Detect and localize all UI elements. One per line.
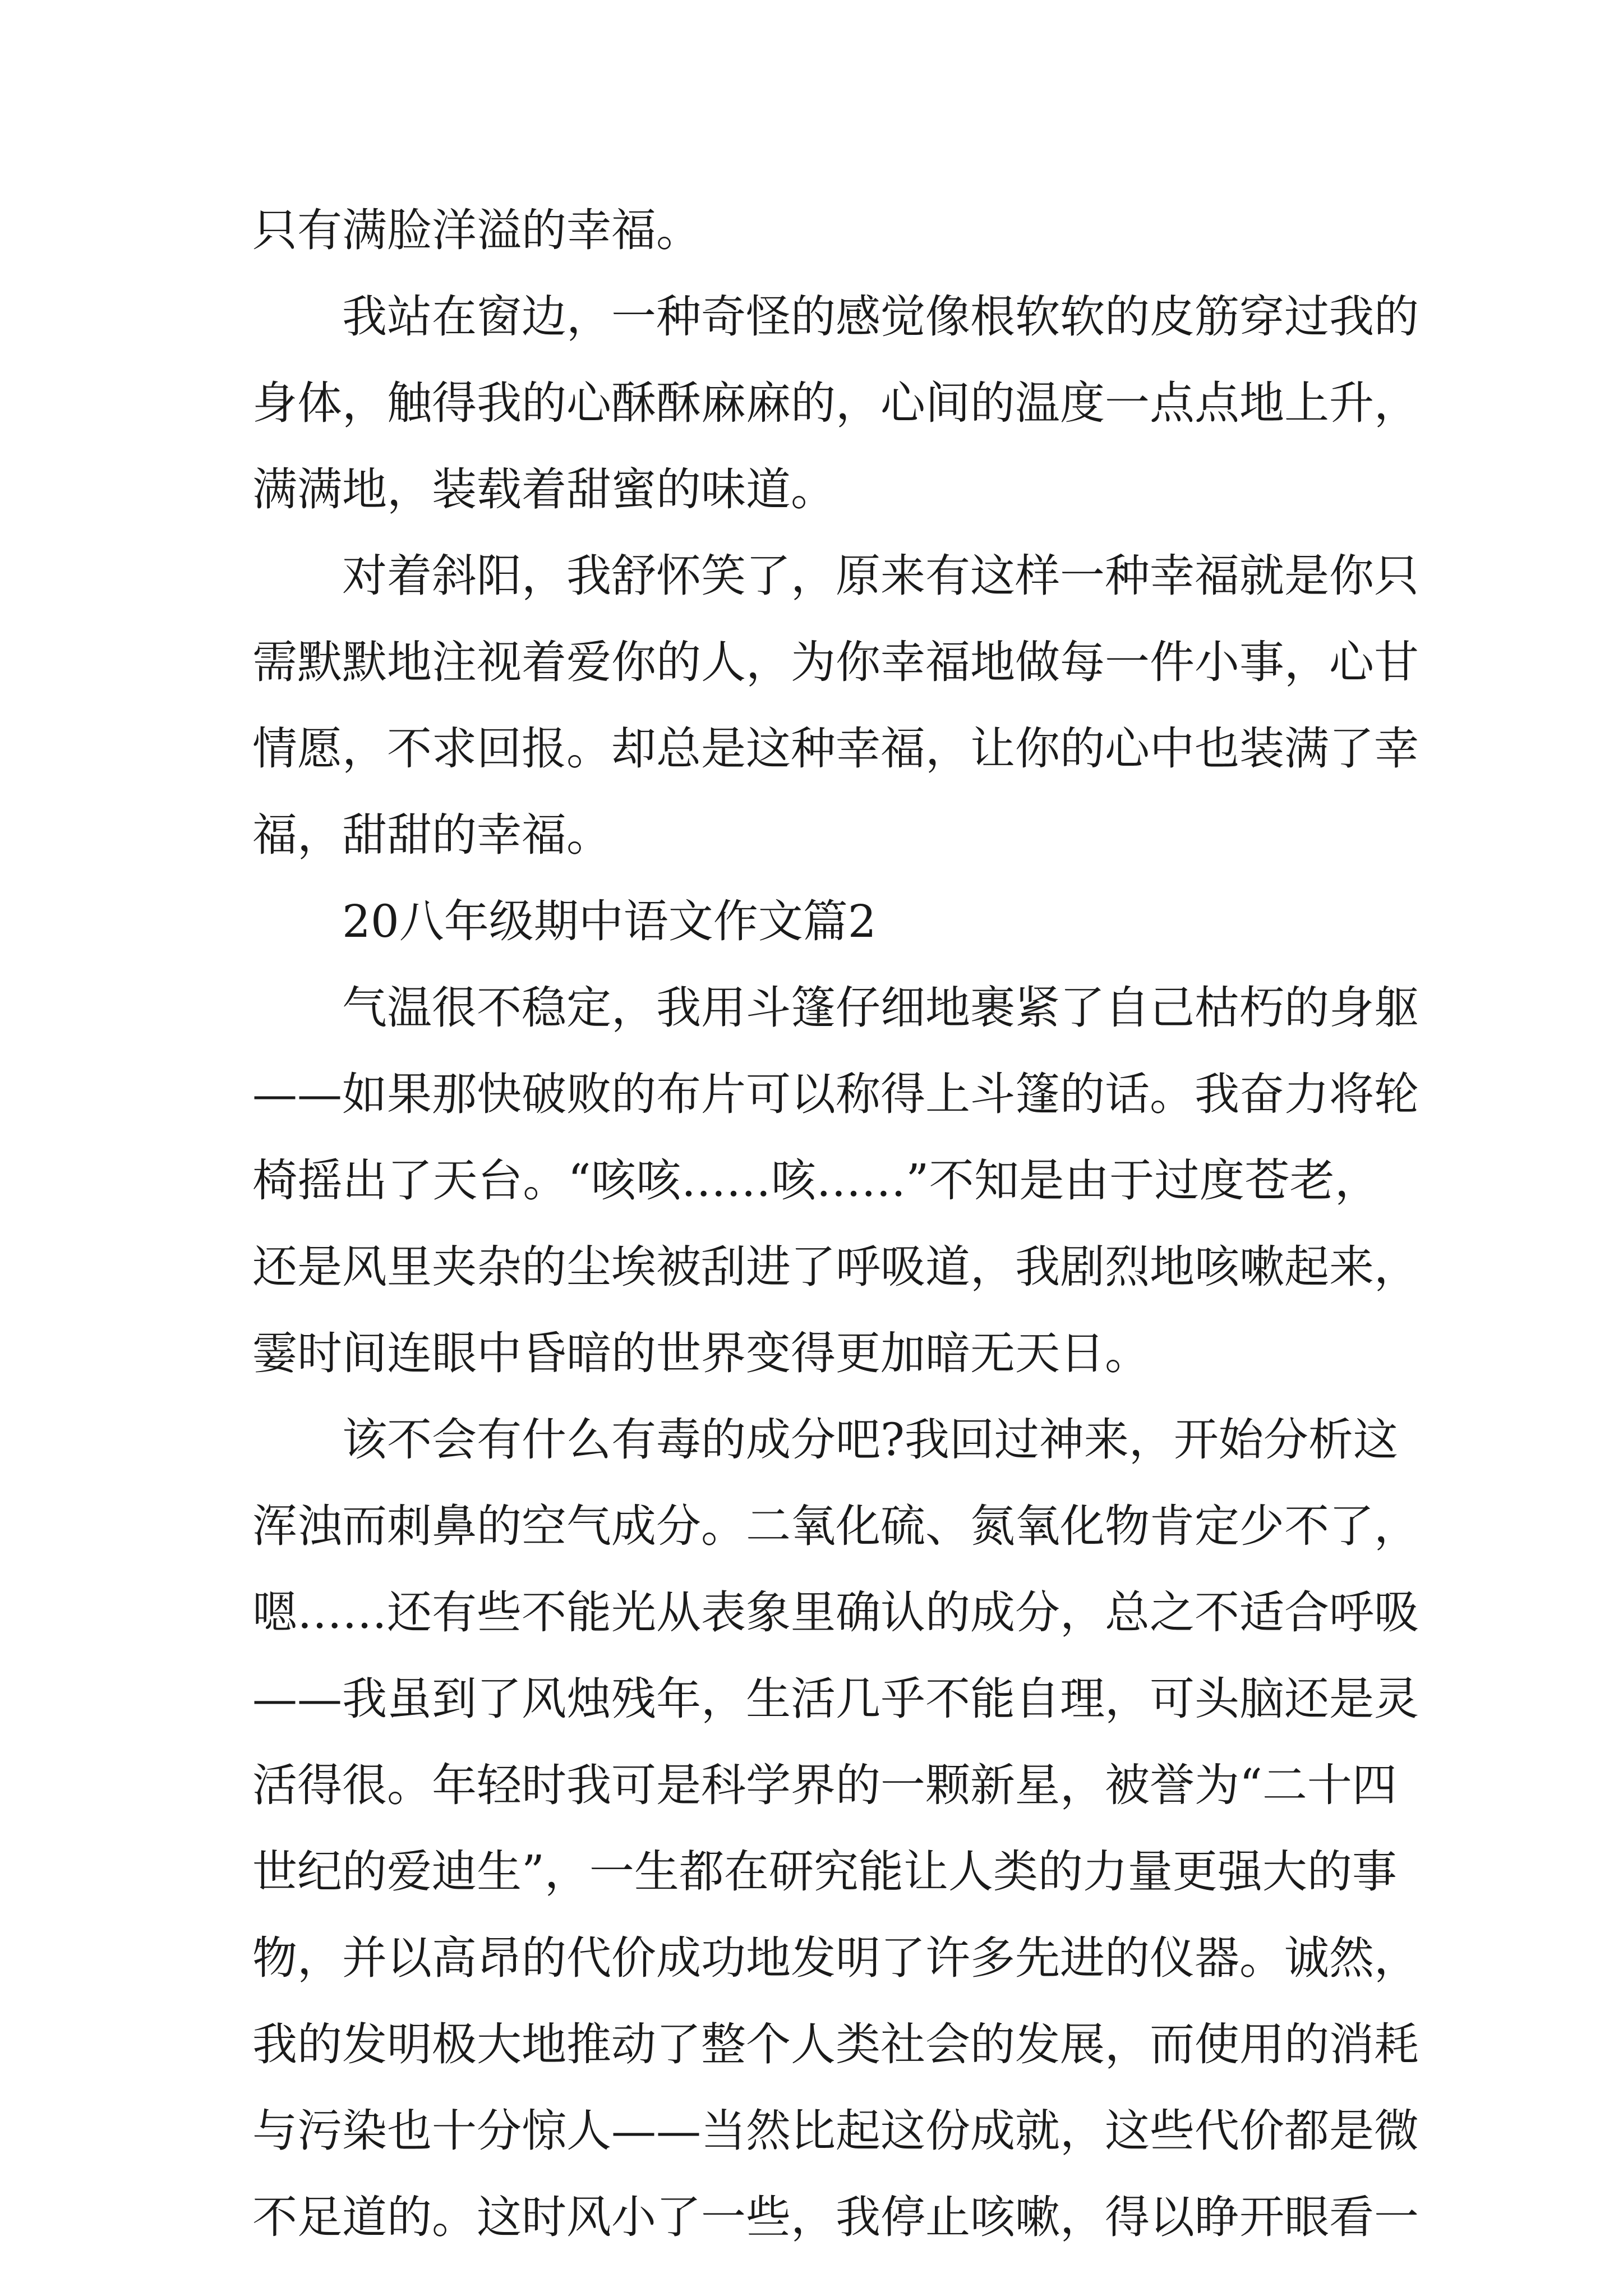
- text-line-6: 需默默地注视着爱你的人，为你幸福地做每一件小事，心甘: [252, 636, 1419, 688]
- text-line-2: 我站在窗边，一种奇怪的感觉像根软软的皮筋穿过我的: [342, 291, 1419, 343]
- text-line-16: 浑浊而刺鼻的空气成分。二氧化硫、氮氧化物肯定少不了，: [252, 1500, 1419, 1552]
- text-line-8: 福，甜甜的幸福。: [252, 809, 611, 861]
- text-line-10: 气温很不稳定，我用斗篷仔细地裹紧了自己枯朽的身躯: [342, 982, 1419, 1034]
- text-line-21: 物，并以高昂的代价成功地发明了许多先进的仪器。诚然，: [252, 1932, 1419, 1984]
- text-line-23: 与污染也十分惊人——当然比起这份成就，这些代价都是微: [252, 2105, 1419, 2157]
- text-line-22: 我的发明极大地推动了整个人类社会的发展，而使用的消耗: [252, 2018, 1419, 2070]
- text-line-13: 还是风里夹杂的尘埃被刮进了呼吸道，我剧烈地咳嗽起来，: [252, 1241, 1419, 1293]
- text-line-19: 活得很。年轻时我可是科学界的一颗新星，被誉为“二十四: [252, 1759, 1397, 1811]
- text-line-3: 身体，触得我的心酥酥麻麻的，心间的温度一点点地上升，: [252, 377, 1419, 429]
- text-line-11: ——如果那快破败的布片可以称得上斗篷的话。我奋力将轮: [252, 1068, 1419, 1120]
- text-line-15: 该不会有什么有毒的成分吧?我回过神来，开始分析这: [342, 1414, 1398, 1466]
- text-line-5: 对着斜阳，我舒怀笑了，原来有这样一种幸福就是你只: [342, 550, 1419, 602]
- text-line-14: 霎时间连眼中昏暗的世界变得更加暗无天日。: [252, 1327, 1150, 1379]
- text-line-17: 嗯……还有些不能光从表象里确认的成分，总之不适合呼吸: [252, 1586, 1419, 1639]
- text-line-7: 情愿，不求回报。却总是这种幸福，让你的心中也装满了幸: [252, 723, 1419, 775]
- section-heading: 20八年级期中语文作文篇2: [342, 895, 877, 947]
- text-line-4: 满满地，装载着甜蜜的味道。: [252, 463, 836, 516]
- text-line-24: 不足道的。这时风小了一些，我停止咳嗽，得以睁开眼看一: [252, 2191, 1419, 2243]
- text-line-1: 只有满脸洋溢的幸福。: [252, 204, 701, 256]
- text-line-12: 椅摇出了天台。“咳咳……咳……”不知是由于过度苍老，: [252, 1154, 1380, 1207]
- text-line-20: 世纪的爱迪生”，一生都在研究能让人类的力量更强大的事: [252, 1846, 1397, 1898]
- text-line-18: ——我虽到了风烛残年，生活几乎不能自理，可头脑还是灵: [252, 1673, 1419, 1725]
